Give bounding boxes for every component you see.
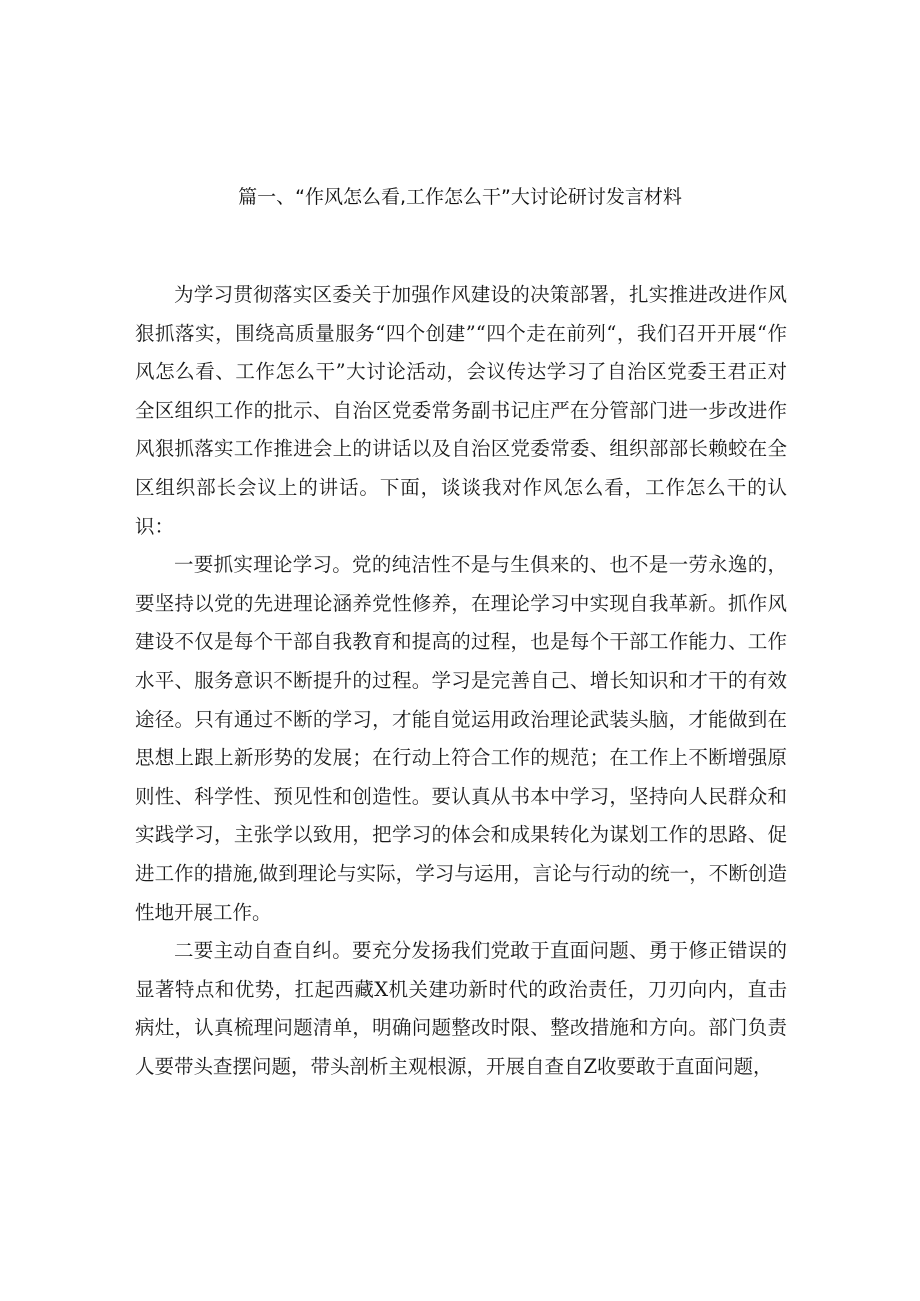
document-body — [135, 276, 787, 1086]
paragraph-self-inspection: 二要主动自查自纠。要充分发扬我们党敢于直面问题、勇于修正错误的显著特点和优势，扛起西藏X机关建功新时代的政治责任，刀刃向内，直击病灶，认真梳理问题清单，明确问题整改时限、整改措施和方向。部门负责人要带头查摆问题，带头剖析主观根源，开展自查自Z收要敢于直面问题， — [135, 939, 787, 1078]
paragraph-intro: 为学习贯彻落实区委关于加强作风建设的决策部署，扎实推进改进作风狠抓落实，围绕高质量服务“四个创建”“四个走在前列“，我们召开开展“作风怎么看、工作怎么干”大讨论活动，会议传达学习了自治区党委王君正对全区组织工作的批示、自治区党委常务副书记庄严在分管部门进一步改进作风狠抓落实工作推进会上的讲话以及自治区党委常委、组织部部长赖蛟在全区组织部长会议上的讲话。下面，谈谈我对作风怎么看，工作怎么干的认识： — [135, 283, 787, 538]
paragraph-theory-study: 一要抓实理论学习。党的纯洁性不是与生俱来的、也不是一劳永逸的，要坚持以党的先进理论涵养党性修养，在理论学习中实现自我革新。抓作风建设不仅是每个干部自我教育和提高的过程，也是每个干部工作能力、工作水平、服务意识不断提升的过程。学习是完善自己、增长知识和才干的有效途径。只有通过不断的学习，才能自觉运用政治理论武装头脑，才能做到在思想上跟上新形势的发展；在行动上符合工作的规范；在工作上不断增强原则性、科学性、预见性和创造性。要认真从书本中学习，坚持向人民群众和实践学习，主张学以致用，把学习的体会和成果转化为谋划工作的思路、促进工作的措施,做到理论与实际，学习与运用，言论与行动的统一，不断创造性地开展工作。 — [135, 553, 787, 924]
document-title: 篇一、“作风怎么看,工作怎么干”大讨论研讨发言材料 — [238, 186, 682, 208]
